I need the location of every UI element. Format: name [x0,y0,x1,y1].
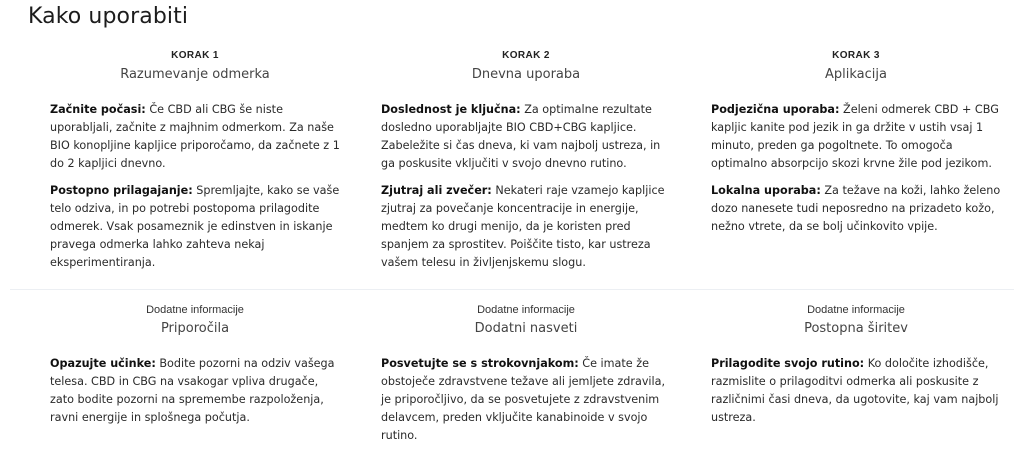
step-2-paragraph-1-text: Za optimalne rezultate dosledno uporabljajte BIO CBD+CBG kapljice. Zabeležite si čas dneva, ki vam najbolj ustreza, in ga poskusite vključiti v svojo dnevno rutino. [381,103,661,170]
step-2-paragraph-2 [381,182,671,272]
extra-1-kicker: Dodatne informacije [146,304,244,316]
extra-1-subtitle: Priporočila [160,321,230,336]
step-3-kicker: KORAK 3 [832,50,880,61]
step-1-paragraph-1-text: Če CBD ali CBG še niste uporabljali, začnite z majhnim odmerkom. Za naše BIO konopljine kapljice priporočamo, da začnete z 1 do 2 kapljici dnevno. [50,103,340,170]
step-2-subtitle: Dnevna uporaba [471,67,581,82]
extra-2-paragraph [381,355,671,445]
extra-2-subtitle: Dodatni nasveti [474,321,578,336]
page-title: Kako uporabiti [28,4,189,29]
extra-2-paragraph-lead: Posvetujte se s strokovnjakom: [381,357,579,370]
step-3-column [711,49,1001,236]
extra-2-kicker: Dodatne informacije [477,304,575,316]
step-3-paragraph-1-text: Želeni odmerek CBD + CBG kapljic kanite pod jezik in ga držite v ustih vsaj 1 minuto, preden ga pogoltnete. To omogoča optimalno absorpcijo skozi krvne žile pod jezikom. [711,103,999,170]
step-1-kicker: KORAK 1 [171,50,219,61]
step-1-paragraph-1-lead: Začnite počasi: [50,103,146,116]
extra-1-paragraph [50,355,340,427]
extra-1-paragraph-lead: Opazujte učinke: [50,357,156,370]
step-1-paragraph-2-text: Spremljajte, kako se vaše telo odziva, in po potrebi postopoma prilagodite odmerek. Vsak posameznik je edinstven in iskanje pravega odmerka lahko zahteva nekaj eksperimentiranja. [50,184,340,269]
step-3-paragraph-1 [711,101,1001,173]
step-2-column [381,49,671,272]
extra-3-column [711,303,1001,427]
extra-2-column [381,303,671,445]
step-1-paragraph-2 [50,182,340,272]
step-2-paragraph-2-text: Nekateri raje vzamejo kapljice zjutraj za povečanje koncentracije in energije, medtem ko drugi menijo, da je koristen pred spanjem za sprostitev. Poiščite tisto, kar ustreza vašem telesu in življenjskemu slogu. [381,184,665,269]
step-1-paragraph-1 [50,101,340,173]
extra-1-paragraph-text: Bodite pozorni na odziv vašega telesa. CBD in CBG na vsakogar vpliva drugače, zato bodite pozorni na spremembe razpoloženja, ravni energije in splošnega počutja. [50,357,335,424]
extra-3-paragraph-lead: Prilagodite svojo rutino: [711,357,865,370]
step-1-column [50,49,340,272]
step-2-kicker: KORAK 2 [502,50,550,61]
step-1-subtitle: Razumevanje odmerka [120,67,270,82]
extra-1-column [50,303,340,427]
step-2-paragraph-1-lead: Doslednost je ključna: [381,103,521,116]
section-divider [10,289,1014,290]
step-1-paragraph-2-lead: Postopno prilagajanje: [50,184,193,197]
extra-3-kicker: Dodatne informacije [807,304,905,316]
step-2-paragraph-2-lead: Zjutraj ali zvečer: [381,184,492,197]
extra-2-paragraph-text: Če imate že obstoječe zdravstvene težave ali jemljete zdravila, je priporočljivo, da se posvetujete z zdravstvenim delavcem, preden vključite kanabinoide v svojo rutino. [381,357,666,442]
step-3-subtitle: Aplikacija [825,67,887,82]
step-3-paragraph-2-text: Za težave na koži, lahko želeno dozo nanesete tudi neposredno na prizadeto kožo, nežno vtrete, da se bolj učinkovito vpije. [711,184,1001,233]
step-3-paragraph-2 [711,182,1001,236]
extra-3-paragraph [711,355,1001,427]
step-2-paragraph-1 [381,101,671,173]
step-3-paragraph-2-lead: Lokalna uporaba: [711,184,821,197]
extra-3-paragraph-text: Ko določite izhodišče, razmislite o prilagoditvi odmerka ali poskusite z različnimi časi dneva, da ugotovite, kaj vam najbolj ustreza. [711,357,999,424]
step-3-paragraph-1-lead: Podjezična uporaba: [711,103,840,116]
extra-3-subtitle: Postopna širitev [804,321,908,336]
